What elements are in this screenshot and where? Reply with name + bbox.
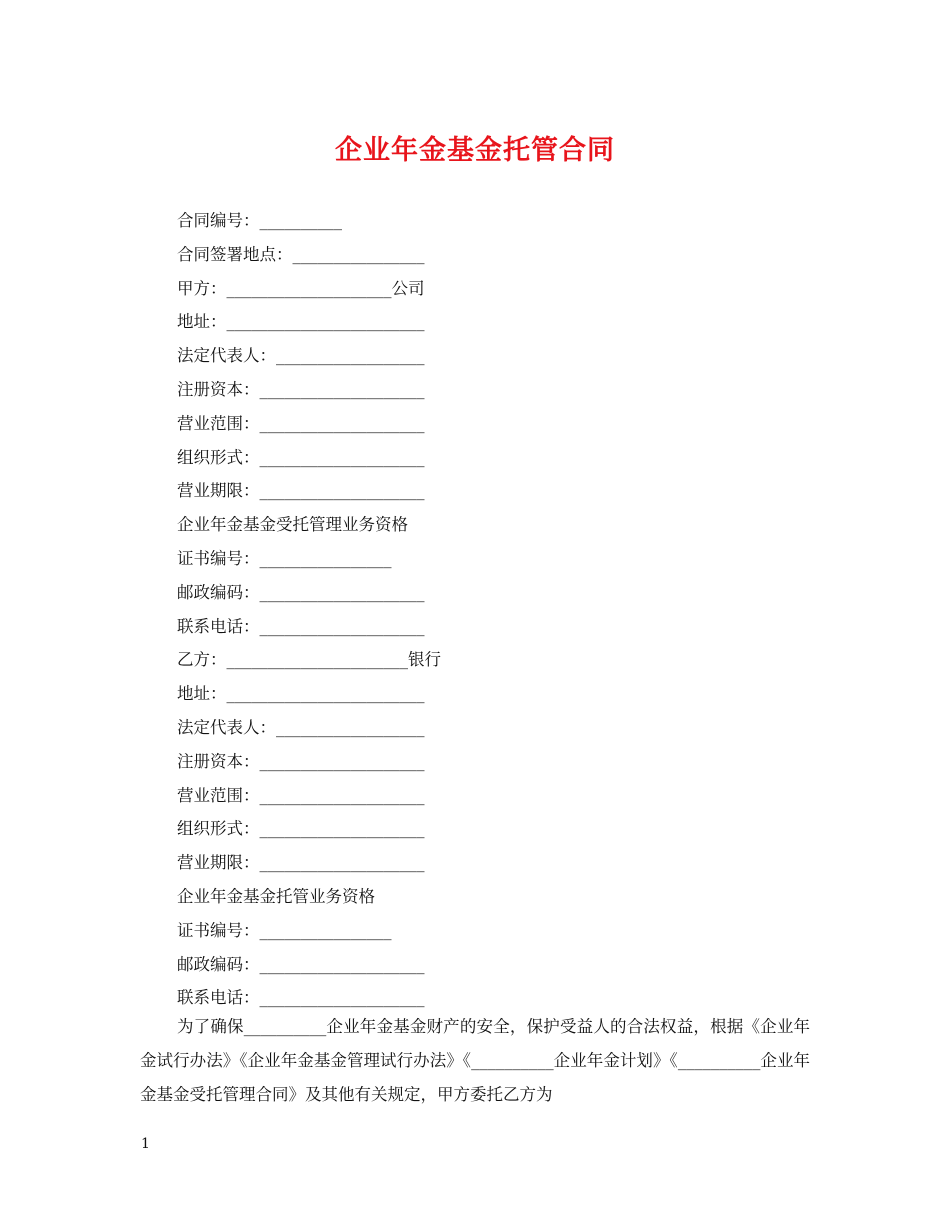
field-party-b-address: 地址：________________________: [177, 684, 425, 704]
field-signing-place: 合同签署地点：________________: [177, 244, 425, 264]
field-party-b-postcode: 邮政编码：____________________: [177, 954, 425, 974]
contract-fields: [177, 204, 441, 1015]
field-party-a-address: 地址：________________________: [177, 312, 425, 332]
field-party-b-capital: 注册资本：____________________: [177, 751, 425, 771]
field-party-b: 乙方：______________________银行: [177, 650, 441, 670]
field-party-b-term: 营业期限：____________________: [177, 853, 425, 873]
field-party-a-org-form: 组织形式：____________________: [177, 447, 425, 467]
field-party-b-qualification: 企业年金基金托管业务资格: [177, 886, 375, 906]
field-party-a-postcode: 邮政编码：____________________: [177, 582, 425, 602]
field-party-b-cert-number: 证书编号：________________: [177, 920, 392, 940]
field-party-a-qualification: 企业年金基金受托管理业务资格: [177, 515, 408, 535]
field-party-a-legal-rep: 法定代表人：__________________: [177, 346, 425, 366]
field-party-a: 甲方：____________________公司: [177, 278, 425, 298]
field-party-a-capital: 注册资本：____________________: [177, 379, 425, 399]
field-party-a-scope: 营业范围：____________________: [177, 413, 425, 433]
field-party-a-phone: 联系电话：____________________: [177, 616, 425, 636]
field-party-b-phone: 联系电话：____________________: [177, 988, 425, 1008]
field-party-b-legal-rep: 法定代表人：__________________: [177, 717, 425, 737]
field-contract-number: 合同编号：__________: [177, 211, 342, 230]
page-number: 1: [141, 1136, 150, 1152]
field-party-b-scope: 营业范围：____________________: [177, 785, 425, 805]
field-party-a-term: 营业期限：____________________: [177, 481, 425, 501]
preamble-paragraph: 为了确保__________企业年金基金财产的安全，保护受益人的合法权益，根据《企业年金试行办法》《企业年金基金管理试行办法》《__________企业年金计划》《__________企业年金基金受托管理合同》及其他有关规定，甲方委托乙方为: [140, 1017, 810, 1104]
field-party-a-cert-number: 证书编号：________________: [177, 548, 392, 568]
field-party-b-org-form: 组织形式：____________________: [177, 819, 425, 839]
document-title: 企业年金基金托管合同: [335, 135, 615, 166]
